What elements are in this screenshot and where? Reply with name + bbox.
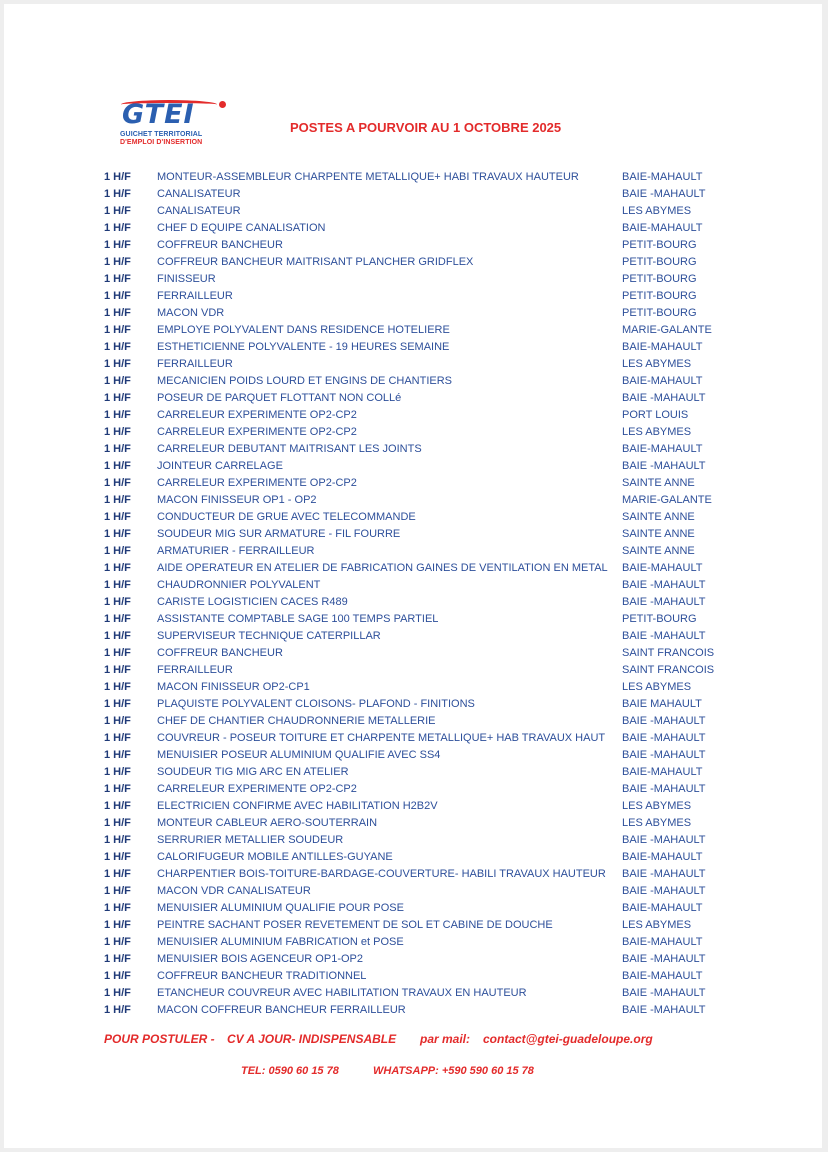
job-row	[4, 407, 822, 424]
job-row	[4, 441, 822, 458]
job-location: SAINTE ANNE	[622, 511, 695, 523]
job-location: BAIE-MAHAULT	[622, 902, 703, 914]
job-title: MACON FINISSEUR OP1 - OP2	[157, 494, 317, 506]
job-row	[4, 764, 822, 781]
job-quantity: 1 H/F	[104, 970, 131, 982]
job-quantity: 1 H/F	[104, 613, 131, 625]
job-row	[4, 271, 822, 288]
job-location: LES ABYMES	[622, 681, 692, 693]
job-row	[4, 526, 822, 543]
job-row	[4, 186, 822, 203]
job-quantity: 1 H/F	[104, 647, 131, 659]
job-row	[4, 373, 822, 390]
job-quantity: 1 H/F	[104, 936, 131, 948]
job-title: CONDUCTEUR DE GRUE AVEC TELECOMMANDE	[157, 511, 416, 523]
job-quantity: 1 H/F	[104, 426, 131, 438]
job-location: SAINTE ANNE	[622, 545, 695, 557]
job-title: PLAQUISTE POLYVALENT CLOISONS- PLAFOND - FINITIONS	[157, 698, 475, 710]
job-row	[4, 390, 822, 407]
job-quantity: 1 H/F	[104, 239, 131, 251]
job-location: BAIE -MAHAULT	[622, 715, 706, 727]
job-row	[4, 475, 822, 492]
job-title: MACON COFFREUR BANCHEUR FERRAILLEUR	[157, 1004, 406, 1016]
job-location: PETIT-BOURG	[622, 273, 697, 285]
job-location: PETIT-BOURG	[622, 290, 697, 302]
job-quantity: 1 H/F	[104, 324, 131, 336]
job-title: COFFREUR BANCHEUR MAITRISANT PLANCHER GRIDFLEX	[157, 256, 474, 268]
job-title: AIDE OPERATEUR EN ATELIER DE FABRICATION GAINES DE VENTILATION EN METAL	[157, 562, 608, 574]
job-row	[4, 254, 822, 271]
job-location: BAIE -MAHAULT	[622, 460, 706, 472]
job-row	[4, 781, 822, 798]
job-title: COUVREUR - POSEUR TOITURE ET CHARPENTE METALLIQUE+ HAB TRAVAUX HAUT	[157, 732, 606, 744]
job-title: COFFREUR BANCHEUR TRADITIONNEL	[157, 970, 367, 982]
job-location: BAIE -MAHAULT	[622, 596, 706, 608]
job-title: CHEF D EQUIPE CANALISATION	[157, 222, 326, 234]
job-location: BAIE -MAHAULT	[622, 749, 706, 761]
job-title: CARRELEUR EXPERIMENTE OP2-CP2	[157, 783, 357, 795]
job-row	[4, 611, 822, 628]
job-location: SAINT FRANCOIS	[622, 664, 715, 676]
job-row	[4, 883, 822, 900]
job-row	[4, 339, 822, 356]
job-location: SAINTE ANNE	[622, 528, 695, 540]
job-row	[4, 832, 822, 849]
job-row	[4, 662, 822, 679]
job-quantity: 1 H/F	[104, 919, 131, 931]
job-location: BAIE-MAHAULT	[622, 341, 703, 353]
job-row	[4, 169, 822, 186]
job-location: BAIE -MAHAULT	[622, 1004, 706, 1016]
job-title: ELECTRICIEN CONFIRME AVEC HABILITATION H2B2V	[157, 800, 438, 812]
job-title: COFFREUR BANCHEUR	[157, 239, 283, 251]
job-quantity: 1 H/F	[104, 375, 131, 387]
job-title: ESTHETICIENNE POLYVALENTE - 19 HEURES SEMAINE	[157, 341, 450, 353]
job-title: MACON FINISSEUR OP2-CP1	[157, 681, 310, 693]
job-quantity: 1 H/F	[104, 392, 131, 404]
job-location: BAIE -MAHAULT	[622, 868, 706, 880]
job-title: CARRELEUR EXPERIMENTE OP2-CP2	[157, 426, 357, 438]
job-location: PETIT-BOURG	[622, 256, 697, 268]
job-row	[4, 1002, 822, 1019]
logo-subtitle-2: D'EMPLOI D'INSERTION	[120, 139, 203, 146]
job-row	[4, 713, 822, 730]
job-title: FERRAILLEUR	[157, 358, 233, 370]
job-row	[4, 934, 822, 951]
job-quantity: 1 H/F	[104, 528, 131, 540]
logo-subtitle-1: GUICHET TERRITORIAL	[120, 131, 203, 138]
job-quantity: 1 H/F	[104, 358, 131, 370]
job-location: BAIE -MAHAULT	[622, 392, 706, 404]
job-location: BAIE -MAHAULT	[622, 885, 706, 897]
job-row	[4, 968, 822, 985]
job-location: BAIE-MAHAULT	[622, 936, 703, 948]
job-quantity: 1 H/F	[104, 715, 131, 727]
phone-number: TEL: 0590 60 15 78	[241, 1065, 339, 1077]
job-row	[4, 560, 822, 577]
job-quantity: 1 H/F	[104, 681, 131, 693]
job-quantity: 1 H/F	[104, 698, 131, 710]
job-location: LES ABYMES	[622, 358, 692, 370]
job-row	[4, 458, 822, 475]
job-quantity: 1 H/F	[104, 188, 131, 200]
job-location: BAIE-MAHAULT	[622, 375, 703, 387]
job-row	[4, 543, 822, 560]
job-location: LES ABYMES	[622, 817, 692, 829]
job-quantity: 1 H/F	[104, 902, 131, 914]
job-quantity: 1 H/F	[104, 341, 131, 353]
job-quantity: 1 H/F	[104, 222, 131, 234]
job-quantity: 1 H/F	[104, 749, 131, 761]
job-title: COFFREUR BANCHEUR	[157, 647, 283, 659]
job-title: MACON VDR CANALISATEUR	[157, 885, 311, 897]
document-page	[4, 4, 822, 1148]
job-quantity: 1 H/F	[104, 953, 131, 965]
job-title: CHAUDRONNIER POLYVALENT	[157, 579, 321, 591]
job-quantity: 1 H/F	[104, 596, 131, 608]
job-title: CHARPENTIER BOIS-TOITURE-BARDAGE-COUVERTURE- HABILI TRAVAUX HAUTEUR	[157, 868, 606, 880]
job-location: LES ABYMES	[622, 205, 692, 217]
job-title: CHEF DE CHANTIER CHAUDRONNERIE METALLERIE	[157, 715, 436, 727]
job-title: MENUISIER ALUMINIUM QUALIFIE POUR POSE	[157, 902, 404, 914]
job-row	[4, 730, 822, 747]
job-title: MENUISIER POSEUR ALUMINIUM QUALIFIE AVEC SS4	[157, 749, 441, 761]
job-row	[4, 594, 822, 611]
job-location: BAIE -MAHAULT	[622, 188, 706, 200]
job-row	[4, 645, 822, 662]
job-title: CARISTE LOGISTICIEN CACES R489	[157, 596, 348, 608]
job-quantity: 1 H/F	[104, 766, 131, 778]
job-location: SAINT FRANCOIS	[622, 647, 715, 659]
job-quantity: 1 H/F	[104, 494, 131, 506]
job-title: ASSISTANTE COMPTABLE SAGE 100 TEMPS PARTIEL	[157, 613, 439, 625]
job-row	[4, 509, 822, 526]
job-quantity: 1 H/F	[104, 562, 131, 574]
job-row	[4, 747, 822, 764]
job-title: CALORIFUGEUR MOBILE ANTILLES-GUYANE	[157, 851, 393, 863]
job-quantity: 1 H/F	[104, 783, 131, 795]
job-location: BAIE -MAHAULT	[622, 953, 706, 965]
job-location: BAIE-MAHAULT	[622, 443, 703, 455]
job-title: FINISSEUR	[157, 273, 216, 285]
job-quantity: 1 H/F	[104, 256, 131, 268]
job-row	[4, 866, 822, 883]
job-quantity: 1 H/F	[104, 868, 131, 880]
job-title: ARMATURIER - FERRAILLEUR	[157, 545, 315, 557]
job-title: CANALISATEUR	[157, 205, 241, 217]
gtei-logo	[118, 100, 234, 150]
job-location: BAIE MAHAULT	[622, 698, 702, 710]
job-row	[4, 288, 822, 305]
job-row	[4, 951, 822, 968]
job-row	[4, 305, 822, 322]
job-quantity: 1 H/F	[104, 511, 131, 523]
job-quantity: 1 H/F	[104, 1004, 131, 1016]
job-quantity: 1 H/F	[104, 851, 131, 863]
job-location: MARIE-GALANTE	[622, 494, 712, 506]
job-location: BAIE-MAHAULT	[622, 970, 703, 982]
job-title: POSEUR DE PARQUET FLOTTANT NON COLLé	[157, 392, 402, 404]
job-quantity: 1 H/F	[104, 545, 131, 557]
job-row	[4, 679, 822, 696]
job-title: MONTEUR CABLEUR AERO-SOUTERRAIN	[157, 817, 378, 829]
mail-label: par mail:	[420, 1032, 471, 1046]
job-row	[4, 985, 822, 1002]
job-location: PETIT-BOURG	[622, 239, 697, 251]
job-quantity: 1 H/F	[104, 885, 131, 897]
job-row	[4, 577, 822, 594]
job-row	[4, 492, 822, 509]
job-row	[4, 322, 822, 339]
contact-email[interactable]: contact@gtei-guadeloupe.org	[483, 1032, 653, 1046]
job-quantity: 1 H/F	[104, 579, 131, 591]
job-title: FERRAILLEUR	[157, 290, 233, 302]
job-title: JOINTEUR CARRELAGE	[157, 460, 283, 472]
job-row	[4, 356, 822, 373]
job-quantity: 1 H/F	[104, 800, 131, 812]
job-row	[4, 900, 822, 917]
job-row	[4, 849, 822, 866]
job-quantity: 1 H/F	[104, 834, 131, 846]
logo-wordmark: GTEI	[122, 99, 195, 130]
job-title: CARRELEUR DEBUTANT MAITRISANT LES JOINTS	[157, 443, 422, 455]
job-location: BAIE-MAHAULT	[622, 851, 703, 863]
job-location: BAIE -MAHAULT	[622, 732, 706, 744]
job-location: LES ABYMES	[622, 919, 692, 931]
job-title: CARRELEUR EXPERIMENTE OP2-CP2	[157, 409, 357, 421]
job-quantity: 1 H/F	[104, 817, 131, 829]
job-title: MENUISIER ALUMINIUM FABRICATION et POSE	[157, 936, 404, 948]
job-row	[4, 203, 822, 220]
job-title: SOUDEUR TIG MIG ARC EN ATELIER	[157, 766, 349, 778]
job-row	[4, 424, 822, 441]
whatsapp-number: WHATSAPP: +590 590 60 15 78	[373, 1065, 534, 1077]
job-location: MARIE-GALANTE	[622, 324, 712, 336]
job-title: SOUDEUR MIG SUR ARMATURE - FIL FOURRE	[157, 528, 401, 540]
job-row	[4, 798, 822, 815]
job-location: BAIE-MAHAULT	[622, 171, 703, 183]
job-quantity: 1 H/F	[104, 290, 131, 302]
job-location: LES ABYMES	[622, 800, 692, 812]
job-row	[4, 220, 822, 237]
job-location: BAIE -MAHAULT	[622, 834, 706, 846]
job-title: SERRURIER METALLIER SOUDEUR	[157, 834, 344, 846]
job-location: SAINTE ANNE	[622, 477, 695, 489]
job-quantity: 1 H/F	[104, 460, 131, 472]
page-title: POSTES A POURVOIR AU 1 OCTOBRE 2025	[290, 120, 562, 135]
job-quantity: 1 H/F	[104, 205, 131, 217]
job-location: BAIE -MAHAULT	[622, 579, 706, 591]
job-row	[4, 628, 822, 645]
job-list	[4, 169, 822, 1019]
job-row	[4, 237, 822, 254]
job-title: ETANCHEUR COUVREUR AVEC HABILITATION TRAVAUX EN HAUTEUR	[157, 987, 527, 999]
job-location: PETIT-BOURG	[622, 307, 697, 319]
job-quantity: 1 H/F	[104, 664, 131, 676]
job-quantity: 1 H/F	[104, 477, 131, 489]
job-title: SUPERVISEUR TECHNIQUE CATERPILLAR	[157, 630, 381, 642]
apply-label: POUR POSTULER -	[104, 1032, 215, 1046]
job-quantity: 1 H/F	[104, 732, 131, 744]
job-title: MECANICIEN POIDS LOURD ET ENGINS DE CHANTIERS	[157, 375, 453, 387]
job-row	[4, 696, 822, 713]
job-quantity: 1 H/F	[104, 307, 131, 319]
job-title: MACON VDR	[157, 307, 225, 319]
job-title: CARRELEUR EXPERIMENTE OP2-CP2	[157, 477, 357, 489]
job-title: PEINTRE SACHANT POSER REVETEMENT DE SOL ET CABINE DE DOUCHE	[157, 919, 553, 931]
cv-requirement: CV A JOUR- INDISPENSABLE	[227, 1032, 397, 1046]
job-location: BAIE-MAHAULT	[622, 562, 703, 574]
logo-dot-icon	[219, 101, 226, 108]
job-quantity: 1 H/F	[104, 987, 131, 999]
job-quantity: 1 H/F	[104, 630, 131, 642]
job-title: MENUISIER BOIS AGENCEUR OP1-OP2	[157, 953, 363, 965]
job-location: BAIE-MAHAULT	[622, 766, 703, 778]
job-title: CANALISATEUR	[157, 188, 241, 200]
job-row	[4, 917, 822, 934]
job-title: MONTEUR-ASSEMBLEUR CHARPENTE METALLIQUE+ HABI TRAVAUX HAUTEUR	[157, 171, 579, 183]
job-title: EMPLOYE POLYVALENT DANS RESIDENCE HOTELIERE	[157, 324, 450, 336]
job-location: BAIE -MAHAULT	[622, 987, 706, 999]
job-location: PETIT-BOURG	[622, 613, 697, 625]
job-quantity: 1 H/F	[104, 273, 131, 285]
job-location: BAIE-MAHAULT	[622, 222, 703, 234]
job-row	[4, 815, 822, 832]
job-quantity: 1 H/F	[104, 443, 131, 455]
job-location: LES ABYMES	[622, 426, 692, 438]
job-location: BAIE -MAHAULT	[622, 630, 706, 642]
job-title: FERRAILLEUR	[157, 664, 233, 676]
job-quantity: 1 H/F	[104, 171, 131, 183]
job-location: PORT LOUIS	[622, 409, 689, 421]
job-quantity: 1 H/F	[104, 409, 131, 421]
job-location: BAIE -MAHAULT	[622, 783, 706, 795]
